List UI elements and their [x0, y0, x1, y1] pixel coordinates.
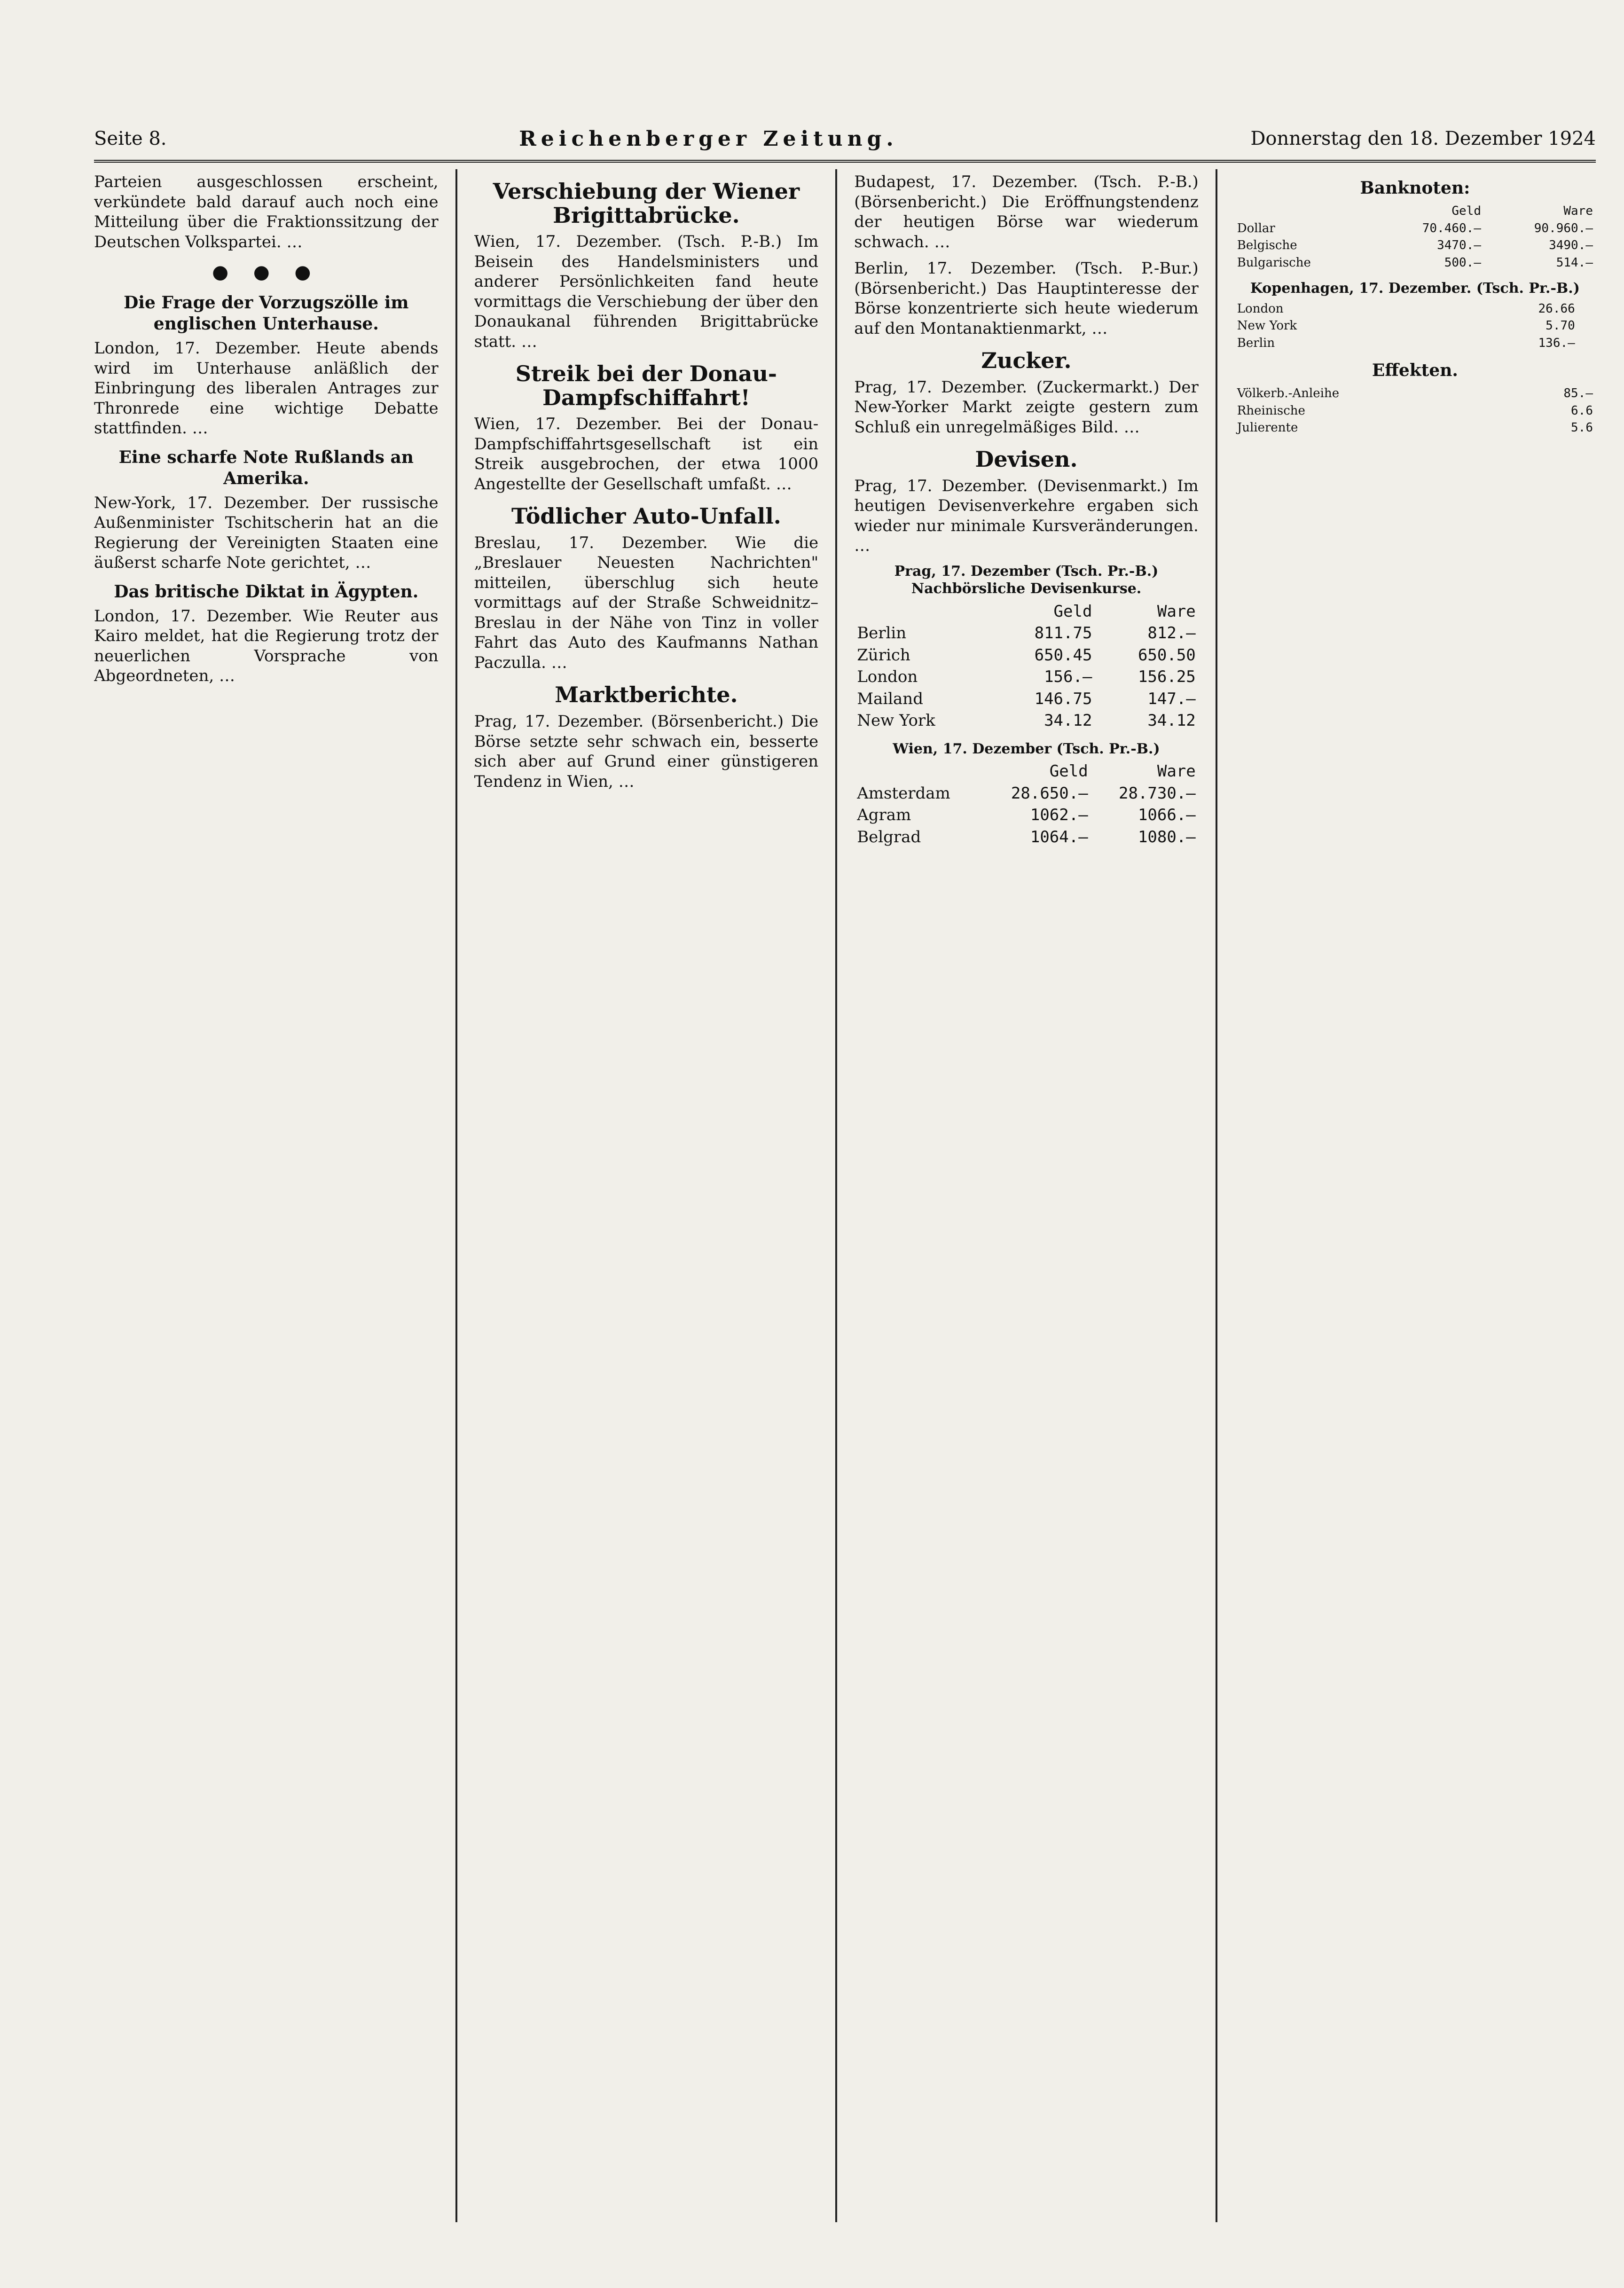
column-2	[474, 169, 819, 2222]
banknoten-table	[1234, 203, 1596, 271]
page-number: Seite 8.	[94, 128, 167, 149]
columns	[94, 169, 1596, 2222]
table-row: Berlin 811.75 812.—	[857, 624, 1196, 643]
headline-unfall: Tödlicher Auto-Unfall.	[511, 503, 781, 529]
table-header: Geld Ware	[1049, 762, 1196, 781]
table-row: Dollar 70.460.— 90.960.—	[1237, 221, 1593, 235]
article-streik: Wien, 17. Dezember. Bei der Donau-Dampfschiffahrtsgesellschaft ist ein Streik ausgebrochen, der etwa 1000 Angestellte der Gesellschaft umfaßt. …	[474, 415, 819, 494]
column-3	[854, 169, 1199, 2222]
headline-effekten: Effekten.	[1372, 360, 1458, 380]
table-row: Zürich 650.45 650.50	[857, 645, 1196, 665]
headline-brigittabruecke: Verschiebung der Wiener Brigittabrücke.	[493, 179, 800, 228]
table-header: Geld Ware	[1053, 602, 1196, 621]
kopenhagen-table	[1234, 300, 1596, 352]
table-row: Berlin 136.—	[1237, 336, 1575, 350]
page-header	[94, 118, 1596, 163]
article-diktat-aegypten: London, 17. Dezember. Wie Reuter aus Kairo meldet, hat die Regierung trotz der neuerlichen Vorsprache von Abgeordneten, …	[94, 606, 439, 685]
article-berlin: Berlin, 17. Dezember. (Tsch. P.-Bur.) (Börsenbericht.) Das Hauptinteresse der Börse konzentrierte sich heute wiederum auf den Montanaktienmarkt, …	[854, 259, 1199, 338]
table-caption: Prag, 17. Dezember (Tsch. Pr.-B.) Nachbörsliche Devisenkurse.	[894, 563, 1159, 597]
table-row: Rheinische 6.6	[1237, 403, 1593, 418]
effekten-table	[1234, 385, 1596, 437]
article-vorzugszoelle: London, 17. Dezember. Heute abends wird im Unterhause anläßlich der Einbringung des liberalen Antrages zur Thronrede eine wichtige Debatte stattfinden. …	[94, 339, 439, 438]
article-marktberichte: Prag, 17. Dezember. (Börsenbericht.) Die Börse setzte sehr schwach ein, besserte sich aber auf Grund einer günstigeren Tendenz in Wien, …	[474, 712, 819, 791]
article-brigittabruecke: Wien, 17. Dezember. (Tsch. P.-B.) Im Beisein des Handelsministers und anderer Persönlichkeiten fand heute vormittags die Verschiebung der über den Donaukanal führenden Brigittabrücke statt. …	[474, 232, 819, 351]
table-header: Geld Ware	[1451, 204, 1593, 218]
newspaper-title: Reichenberger Zeitung.	[519, 126, 898, 151]
table-row: Belgrad 1064.— 1080.—	[857, 827, 1196, 846]
article-intro: Parteien ausgeschlossen erscheint, verkündete bald darauf auch noch eine Mitteilung über die Fraktionssitzung der Deutschen Volkspartei. …	[94, 172, 439, 251]
article-note-russland: New-York, 17. Dezember. Der russische Außenminister Tschitscherin hat an die Regierung der Vereinigten Staaten eine äußerst scharfe Note gerichtet, …	[94, 493, 439, 572]
article-unfall: Breslau, 17. Dezember. Wie die „Breslauer Neuesten Nachrichten" mitteilen, überschlug sich heute vormittags auf der Straße Schweidnitz–Breslau in der Nähe von Tinz in voller Fahrt das Auto des Kaufmanns Nathan Paczulla. …	[474, 533, 819, 672]
table-row: Bulgarische 500.— 514.—	[1237, 255, 1593, 270]
headline-marktberichte: Marktberichte.	[555, 682, 738, 708]
headline-note-russland: Eine scharfe Note Rußlands an Amerika.	[118, 447, 414, 488]
wien-devisen-table	[854, 760, 1199, 848]
table-row: Mailand 146.75 147.—	[857, 689, 1196, 708]
table-row: New York 34.12 34.12	[857, 711, 1196, 730]
table-row: London 26.66	[1237, 301, 1575, 316]
devisen-table	[854, 601, 1199, 732]
table-row: Amsterdam 28.650.— 28.730.—	[857, 784, 1196, 803]
table-caption: Kopenhagen, 17. Dezember. (Tsch. Pr.-B.)	[1250, 280, 1580, 297]
headline-diktat-aegypten: Das britische Diktat in Ägypten.	[114, 581, 419, 602]
table-row: Julierente 5.6	[1237, 421, 1593, 435]
table-caption: Wien, 17. Dezember (Tsch. Pr.-B.)	[893, 740, 1160, 757]
headline-streik: Streik bei der Donau-Dampfschiffahrt!	[515, 361, 777, 410]
column-4	[1234, 169, 1596, 2222]
column-rule	[835, 169, 837, 2222]
table-row: Agram 1062.— 1066.—	[857, 806, 1196, 825]
column-rule	[455, 169, 457, 2222]
column-rule	[1216, 169, 1217, 2222]
headline-devisen: Devisen.	[975, 447, 1078, 472]
article-zucker: Prag, 17. Dezember. (Zuckermarkt.) Der New-Yorker Markt zeigte gestern zum Schluß ein unregelmäßiges Bild. …	[854, 377, 1199, 437]
article-devisen: Prag, 17. Dezember. (Devisenmarkt.) Im heutigen Devisenverkehre ergaben sich wieder nur minimale Kursveränderungen. …	[854, 476, 1199, 556]
headline-banknoten: Banknoten:	[1360, 178, 1470, 198]
headline-vorzugszoelle: Die Frage der Vorzugszölle im englischen Unterhause.	[124, 293, 409, 334]
headline-zucker: Zucker.	[981, 348, 1072, 373]
table-row: Belgische 3470.— 3490.—	[1237, 238, 1593, 252]
issue-date: Donnerstag den 18. Dezember 1924	[1250, 128, 1596, 149]
table-row: Völkerb.-Anleihe 85.—	[1237, 386, 1593, 400]
table-row: New York 5.70	[1237, 319, 1575, 333]
article-budapest: Budapest, 17. Dezember. (Tsch. P.-B.) (Börsenbericht.) Die Eröffnungstendenz der heutigen Börse war wiederum schwach. …	[854, 172, 1199, 251]
section-separator: ● ● ●	[212, 261, 321, 283]
column-1	[94, 169, 439, 2222]
table-row: London 156.— 156.25	[857, 667, 1196, 687]
